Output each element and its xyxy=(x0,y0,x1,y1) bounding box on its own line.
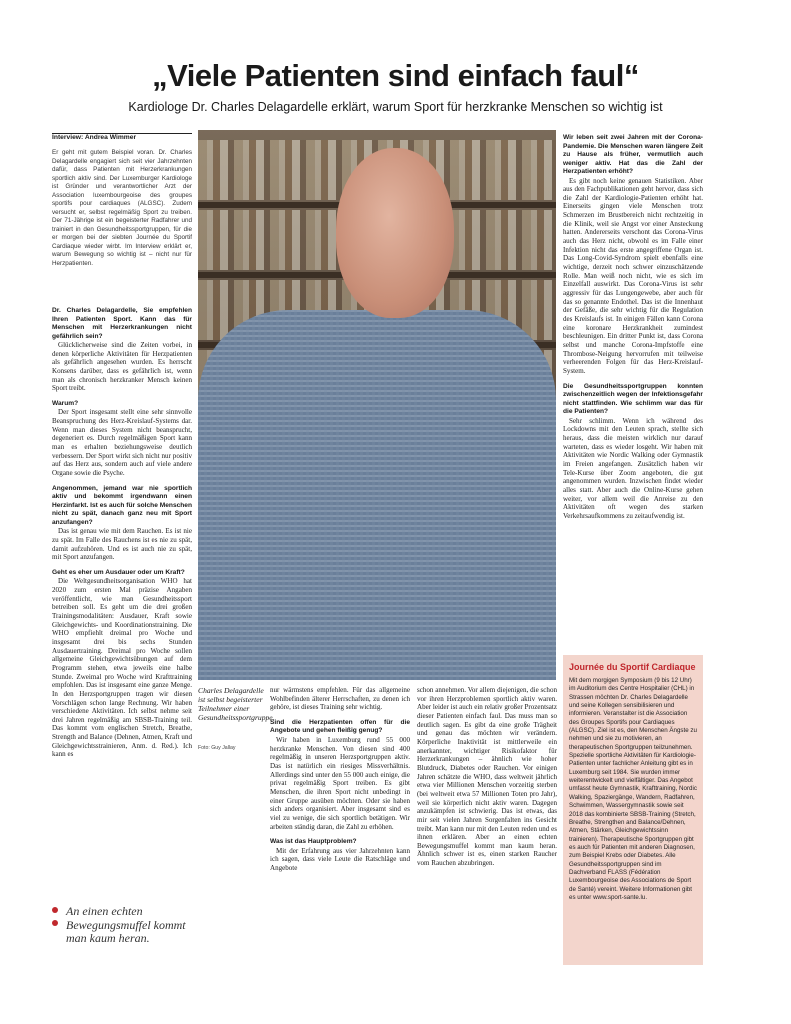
answer: Mit der Erfahrung aus vier Jahrzehnten kann ich sagen, dass viele Leute die Ratschläge und Angebote xyxy=(270,846,410,872)
answer: Das ist genau wie mit dem Rauchen. Es ist nie zu spät. Im Falle des Rauchens ist es nie zu spät, damit aufzuhören. Und es ist auch nie zu spät, mit Sport anzufangen. xyxy=(52,527,192,562)
question: Die Gesundheitssportgruppen konnten zwischenzeitlich wegen der Infektionsgefahr nicht stattfinden. Wie schlimm war das für die Patienten? xyxy=(563,382,703,416)
headline: „Viele Patienten sind einfach faul“ xyxy=(152,58,639,93)
column-3 xyxy=(270,686,410,873)
quote-dots xyxy=(52,907,58,933)
question: Warum? xyxy=(52,399,79,407)
plaid-shirt-pattern xyxy=(198,310,556,680)
face xyxy=(336,148,454,318)
intro-paragraph: Er geht mit gutem Beispiel voran. Dr. Charles Delagardelle engagiert sich seit vier Jahrzehnten dafür, dass Patienten mit Herzerkrankungen sportlich aktiv sind. Der Luxemburger Kardiologe ist Gründer und verantwortlicher Arzt der Association luxembourgeoise des groupes sportifs pour cardiaques (ALGSC). Zudem versucht er, selbst regelmäßig Sport zu treiben. Der 71-Jährige ist ein begeisterter Radfahrer und trainiert in den Gesundheitssportgruppen, für die er morgen bei der siebten Journée du Sportif Cardiaque wieder wirbt. Im Interview erklärt er, warum Bewegung so wichtig ist – nicht nur für Herzpatienten. xyxy=(52,149,192,267)
answer: Sehr schlimm. Wenn ich während des Lockdowns mit den Leuten sprach, stellte sich heraus, dass die meisten wirklich nur darauf warteten, dass es wieder losgeht. Wir haben mit Aktivitäten wie Nordic Walking oder Gymnastik im Freien angefangen. Zusätzlich haben wir Tele-Kurse über Zoom angeboten, die gut angenommen wurden. Inzwischen findet wieder alles statt. Aber auch die Online-Kurse gehen weiter, vor allem weil die Anreise zu den Aktivitäten oft wegen des starken Verkehrsaufkommens zu zeitaufwendig ist. xyxy=(563,416,703,520)
red-dot-icon xyxy=(52,920,58,926)
column-4 xyxy=(417,686,557,868)
column-1 xyxy=(52,307,192,759)
photo-caption: Charles Delagardelle ist selbst begeisterter Teilnehmer einer Gesundheitssportgruppe. xyxy=(198,686,275,722)
question: Wir leben seit zwei Jahren mit der Corona-Pandemie. Die Menschen waren längere Zeit zu Hause als früher, vermutlich auch weniger aktiv. Hat das die Zahl der Herzpatienten erhöht? xyxy=(563,134,703,175)
answer-continued: schon annehmen. Vor allem diejenigen, die schon vor ihren Herzproblemen sportlich aktiv waren. Aber leider ist auch ein relativ großer Prozentsatz dieser Patienten einfach faul. Das muss man so deutlich sagen. Es gibt da eine große Trägheit und genau das möchten wir verändern. Körperliche Inaktivität ist mittlerweile ein anerkannter, wichtiger Risikofaktor für Herzerkrankungen – ähnlich wie hoher Blutdruck, Diabetes oder Rauchen. Vor einigen Jahren schätzte die WHO, dass weltweit jährlich etwa vier Millionen Menschen vorzeitig sterben (bei weltweit etwa 57 Millionen Toten pro Jahr), weil sie körperlich nicht aktiv waren. Dagegen anzukämpfen ist schwierig. Das ist etwas, das mir seit vielen Jahren Sorgenfalten ins Gesicht treibt. Man kann nur mit den Leuten reden und es ihnen erklären. Aber an einen echten Bewegungsmuffel kommt man kaum heran. Ähnlich schwer ist es, einen starken Raucher vom Rauchen abzubringen. xyxy=(417,686,557,868)
column-5 xyxy=(563,134,703,520)
pull-quote xyxy=(52,905,192,946)
answer: Der Sport insgesamt stellt eine sehr sinnvolle Beanspruchung des Herz-Kreislauf-Systems dar. Wenn man dieses System nicht beansprucht, degeneriert es. Durch regelmäßigen Sport kann man es erhalten beziehungsweise deutlich verbessern. Der Sport wirkt sich nicht nur positiv auf das Herz aus, sondern auch auf viele andere Organe sowie die Psyche. xyxy=(52,408,192,478)
info-box xyxy=(563,655,703,965)
question: Was ist das Hauptproblem? xyxy=(270,838,357,846)
question: Geht es eher um Ausdauer oder um Kraft? xyxy=(52,568,185,576)
info-box-title: Journée du Sportif Cardiaque xyxy=(569,662,696,672)
photo-credit: Foto: Guy Jallay xyxy=(198,745,236,751)
answer: Es gibt noch keine genauen Statistiken. Aber aus den Fachpublikationen geht hervor, dass sich die Zahl der Kardiologie-Patienten erhöht hat. Einerseits gingen viele Menschen trotz Schmerzen im Brustbereich nicht rechtzeitig in die Klinik, weil sie Angst vor einer Ansteckung hatten. Andererseits verschont das Corona-Virus auch das Herz nicht, obwohl es im Falle einer Infektion nicht das erste angegriffene Organ ist. Das Long-Covid-Syndrom spielt ebenfalls eine wichtige, derzeit noch schwer einzuschätzende Rolle. Man weiß noch nicht, wie es sich im Einzelfall auswirkt. Das Corona-Virus ist sehr aggressiv für das Lungengewebe, aber auch für das so genannte Endothel. Das ist die Innenhaut der Gefäße, die sehr wichtig für die Regulation des Kreislaufs ist. In einigen Fällen kann Corona eine koronare Herzkrankheit zumindest beschleunigen. Ein dritter Punkt ist, dass Corona selbst und manche Corona-Impfstoffe eine Thrombose-Neigung hervorrufen mit teilweise verheerenden Folgen für das Herz-Kreislauf-System. xyxy=(563,176,703,375)
byline: Interview: Andrea Wimmer xyxy=(52,134,137,141)
pull-quote-text: An einen echten Bewegungsmuffel kommt man kaum heran. xyxy=(66,904,186,945)
question: Sind die Herzpatienten offen für die Angebote und gehen fleißig genug? xyxy=(270,718,410,735)
question: Dr. Charles Delagardelle, Sie empfehlen Ihren Patienten Sport. Kann das für Menschen mit Herzerkrankungen nicht gefährlich sein? xyxy=(52,307,192,340)
answer: Glücklicherweise sind die Zeiten vorbei, in denen körperliche Aktivitäten für Herzpatienten als gefährlich angesehen wurden. Es herrscht Konsens darüber, dass es gefährlich ist, wenn man als chronisch herzkranker Mensch keinen Sport treibt. xyxy=(52,341,192,393)
red-dot-icon xyxy=(52,907,58,913)
portrait-photo xyxy=(198,130,556,680)
answer: Wir haben in Luxemburg rund 55 000 herzkranke Menschen. Von diesen sind 400 regelmäßig in unseren Herzsportgruppen aktiv. Das ist natürlich ein riesiges Missverhältnis. Allerdings sind unter den 55 000 auch einige, die privat regelmäßig Sport treiben. Es gibt Menschen, die ihren Sport nicht unbedingt in einer Gruppe ausüben möchten. Oder sie haben sich anders organisiert. Aber insgesamt sind es viel zu wenige, die sich sportlich betätigen. Wir arbeiten ständig daran, die Zahl zu erhöhen. xyxy=(270,735,410,831)
intro-text xyxy=(52,149,192,268)
info-box-text: Mit dem morgigen Symposium (9 bis 12 Uhr) im Auditorium des Centre Hospitalier (CHL) in Strassen möchten Dr. Charles Delagardelle und seine Kollegen sensibilisieren und informieren. Veranstalter ist die Association des Groupes Sportifs pour Cardiaques (ALGSC). Ziel ist es, den Menschen Ängste zu nehmen und sie zu motivieren, an therapeutischen Sportgruppen teilzunehmen. Spezielle sportliche Aktivitäten für Kardiologie-Patienten unter fachlicher Anleitung gibt es in Luxemburg seit 1984. Sie wurden immer weiterentwickelt und vielfältiger. Das Angebot umfasst heute Gymnastik, Krafttraining, Nordic Walking, Spaziergänge, Wandern, Radfahren, Schwimmen, Wassergymnastik sowie seit 2018 das kombinierte SBSB-Training (Stretch, Breathe, Strengthen and Balance/Dehnen, Atmen, Stärken, Gleichgewichtssinn trainieren). Therapeutische Sportgruppen gibt es auch für Patienten mit anderen Diagnosen, zum Beispiel Krebs oder Diabetes. Alle Gesundheitssportgruppen sind im Dachverband FLASS (Fédération Luxembourgeoise des Associations de Sport de Santé) vereint. Weitere Informationen gibt es unter www.sport-sante.lu. xyxy=(569,677,697,901)
answer-continued: nur wärmstens empfehlen. Für das allgemeine Wohlbefinden älterer Herrschaften, zu denen ich gehöre, ist dieses Training sehr wichtig. xyxy=(270,686,410,712)
subheadline: Kardiologe Dr. Charles Delagardelle erklärt, warum Sport für herzkranke Menschen so wichtig ist xyxy=(128,100,663,114)
question: Angenommen, jemand war nie sportlich aktiv und bekommt irgendwann einen Herzinfarkt. Ist es auch für solche Menschen nicht zu spät, danach ganz neu mit Sport anzufangen? xyxy=(52,484,192,526)
answer: Die Weltgesundheitsorganisation WHO hat 2020 zum ersten Mal präzise Angaben veröffentlicht, wie man Gesundheitssport betreiben soll. Es geht um die drei großen Trainingsmodalitäten: Ausdauer, Kraft sowie Gleichgewichts- und Koordinationstraining. Die WHO empfiehlt dreimal pro Woche und insgesamt drei bis sechs Stunden Ausdauertraining. Dreimal pro Woche sollen allgemeine Gleichgewichtsübungen auf dem Programm stehen, etwa jeweils eine halbe Stunde. Zweimal pro Woche wird Krafttraining empfohlen. Das ist insgesamt eine ganze Menge. In den Herzsportgruppen tragen wir diesen Vorschlägen schon lange Rechnung. Wir haben verschiedene Aktivitäten. Ich selbst nehme seit drei Jahren regelmäßig am SBSB-Training teil. Das kommt vom englischen Stretch, Breathe, Strength and Balance (Dehnen, Atmen, Kraft und Gleichgewichtsstrainieren, Anm. d. Red.). Ich kann es xyxy=(52,577,192,759)
